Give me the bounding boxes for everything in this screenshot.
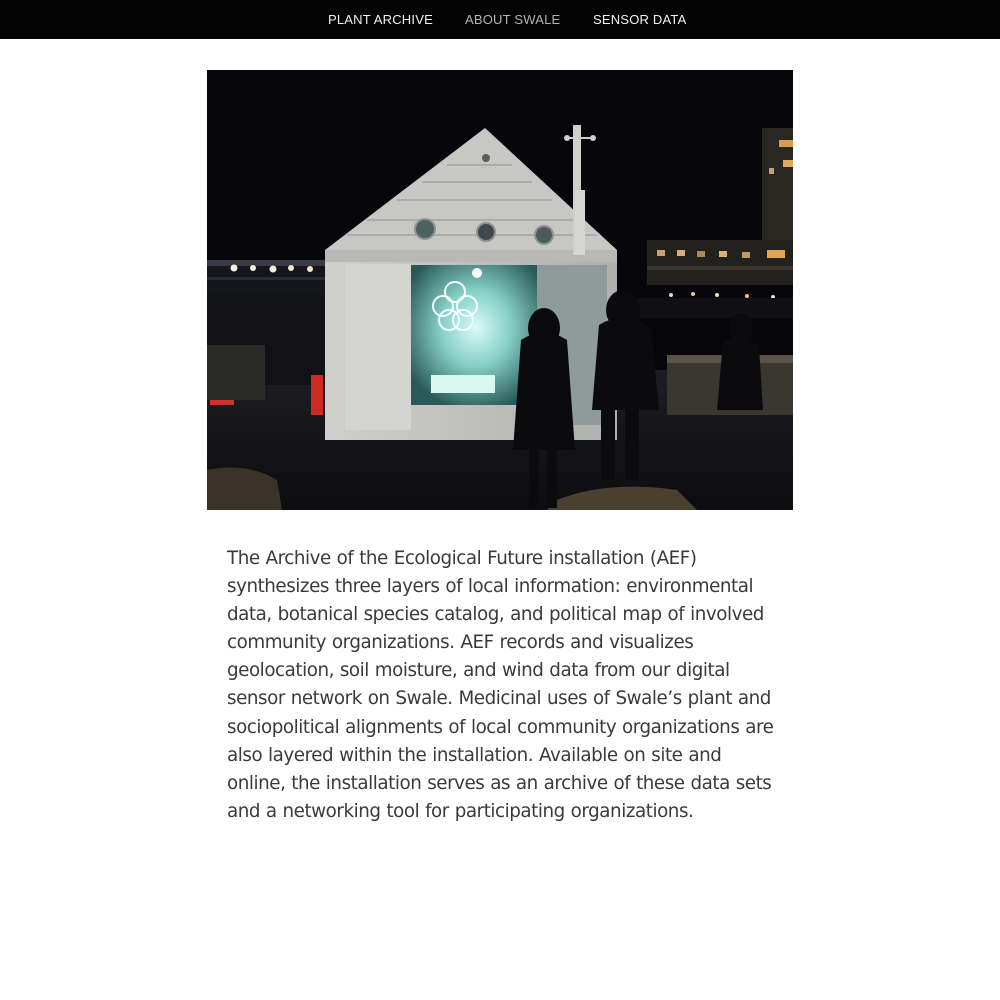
intro-paragraph: The Archive of the Ecological Future installation (AEF) synthesizes three layers of local information: environmental data, botanical species catalog, and political map of involved community organizations. AEF records and visualizes geolocation, soil moisture, and wind data from our digital sensor network on Swale. Medicinal uses of Swale’s plant and sociopolitical alignments of local community organizations are also layered within the installation. Available on site and online, the installation serves as an archive of these data sets and a networking tool for participating organizations. <box>227 548 774 822</box>
nav-plant-archive[interactable]: PLANT ARCHIVE <box>328 12 433 27</box>
sliding-door <box>345 264 411 430</box>
fire-extinguisher <box>311 375 323 415</box>
top-navigation <box>0 0 1000 39</box>
waterfront-lights <box>207 260 332 296</box>
nav-about-swale[interactable]: ABOUT SWALE <box>465 12 561 27</box>
nav-sensor-data[interactable]: SENSOR DATA <box>593 12 687 27</box>
installation-photo <box>207 70 793 510</box>
planter-box-left <box>207 345 265 400</box>
installation-photo-illustration <box>207 70 793 510</box>
